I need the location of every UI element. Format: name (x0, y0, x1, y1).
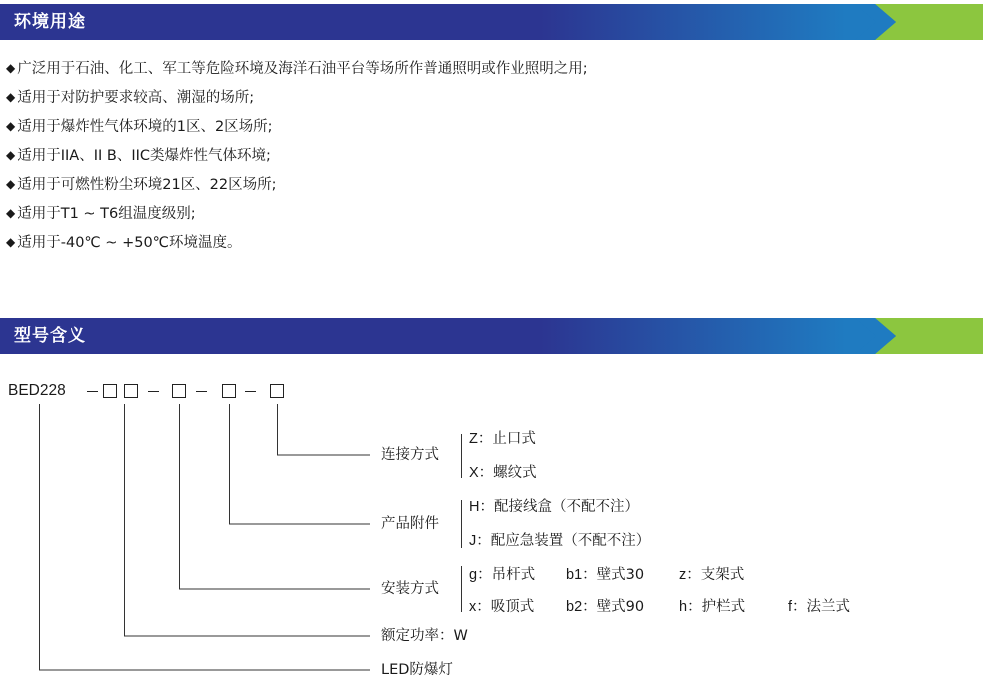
label-accessory: 产品附件 (381, 516, 439, 532)
list-item-text: 适用于T1 ~ T6组温度级别; (17, 206, 196, 222)
option-code: x (469, 599, 477, 615)
option-installation: h：护栏式 (679, 599, 746, 615)
option-installation: x：吸顶式 (469, 599, 535, 615)
option-accessory: H：配接线盒（不配不注） (469, 499, 639, 515)
list-item-text: 广泛用于石油、化工、军工等危险环境及海洋石油平台等场所作普通照明或作业照明之用; (17, 61, 588, 77)
option-installation: b2：壁式90 (566, 599, 645, 615)
list-item-text: 适用于可燃性粉尘环境21区、22区场所; (17, 177, 277, 193)
option-code: J (469, 533, 477, 549)
section-title-model: 型号含义 (14, 326, 86, 346)
diamond-bullet-icon: ◆ (6, 148, 16, 162)
option-accessory: J：配应急装置（不配不注） (469, 533, 651, 549)
option-installation: f：法兰式 (788, 599, 851, 615)
list-item-text: 适用于爆炸性气体环境的1区、2区场所; (17, 119, 273, 135)
diamond-bullet-icon: ◆ (6, 61, 16, 75)
option-connection: X：螺纹式 (469, 465, 537, 481)
connector-product (40, 404, 371, 670)
list-item-text: 适用于-40℃ ~ +50℃环境温度。 (17, 235, 242, 251)
diamond-bullet-icon: ◆ (6, 206, 16, 220)
option-text: 吊杆式 (491, 567, 536, 583)
option-text: 支架式 (700, 567, 745, 583)
option-code: h (679, 599, 688, 615)
diamond-bullet-icon: ◆ (6, 119, 16, 133)
option-text: 壁式30 (596, 567, 645, 583)
option-code: b1 (566, 567, 583, 583)
option-code: f (788, 599, 793, 615)
option-code: X (469, 465, 479, 481)
option-connection: Z：止口式 (469, 431, 536, 447)
option-text: 配应急装置（不配不注） (490, 533, 651, 549)
option-code: z (679, 567, 687, 583)
option-installation: g：吊杆式 (469, 567, 536, 583)
list-item-text: 适用于IIA、II B、IIC类爆炸性气体环境; (17, 148, 271, 164)
option-text: 配接线盒（不配不注） (493, 499, 639, 515)
connector-connection (278, 404, 371, 455)
option-text: 吸顶式 (490, 599, 535, 615)
label-product: LED防爆灯 (381, 662, 453, 678)
diamond-bullet-icon: ◆ (6, 90, 16, 104)
option-code: Z (469, 431, 478, 447)
option-text: 壁式90 (596, 599, 645, 615)
option-text: 法兰式 (806, 599, 851, 615)
section-title-environment: 环境用途 (14, 12, 86, 32)
label-installation: 安装方式 (381, 581, 439, 597)
option-code: H (469, 499, 480, 515)
option-text: 止口式 (492, 431, 536, 447)
connector-accessory (230, 404, 371, 524)
model-code-prefix: BED228 (8, 382, 66, 399)
option-installation: z：支架式 (679, 567, 745, 583)
label-connection: 连接方式 (381, 447, 439, 463)
option-text: 护栏式 (701, 599, 746, 615)
option-code: b2 (566, 599, 583, 615)
option-text: 螺纹式 (493, 465, 537, 481)
list-item-text: 适用于对防护要求较高、潮湿的场所; (17, 90, 255, 106)
connector-power (125, 404, 371, 636)
diamond-bullet-icon: ◆ (6, 235, 16, 249)
diamond-bullet-icon: ◆ (6, 177, 16, 191)
option-code: g (469, 567, 478, 583)
option-installation: b1：壁式30 (566, 567, 645, 583)
connector-installation (180, 404, 371, 589)
label-power: 额定功率：W (381, 628, 468, 644)
